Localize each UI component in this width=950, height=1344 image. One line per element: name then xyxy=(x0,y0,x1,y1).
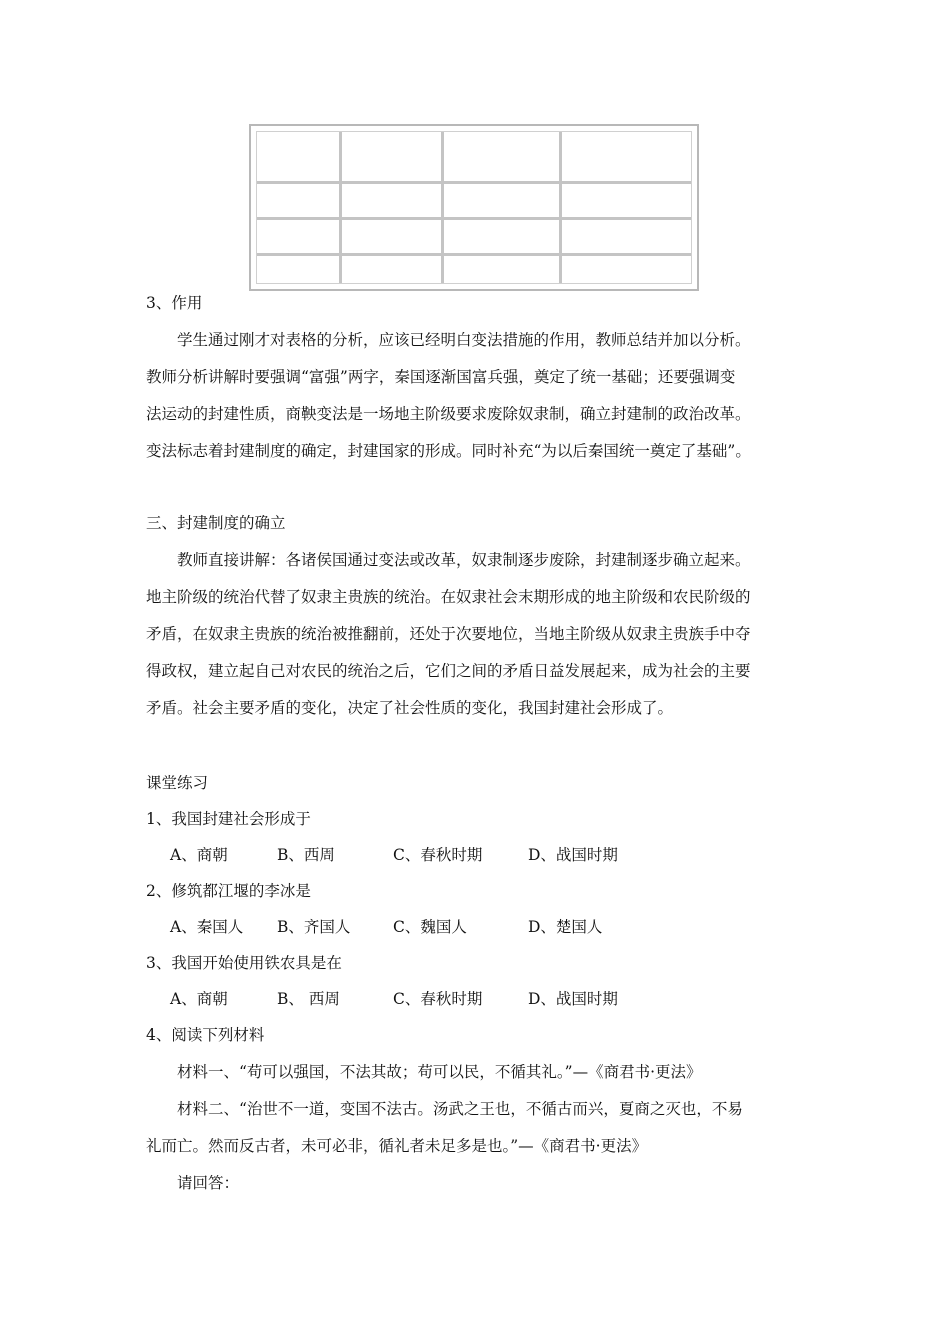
paragraph-line: 法运动的封建性质，商鞅变法是一场地主阶级要求废除奴隶制，确立封建制的政治改革。 xyxy=(146,405,751,423)
paragraph-line: 矛盾，在奴隶主贵族的统治被推翻前，还处于次要地位，当地主阶级从奴隶主贵族手中夺 xyxy=(146,625,751,643)
question-3-option-d: D、战国时期 xyxy=(528,990,618,1008)
paragraph-line: 变法标志着封建制度的确定，封建国家的形成。同时补充“为以后秦国统一奠定了基础”。 xyxy=(146,442,751,460)
table-inner-border xyxy=(256,131,692,284)
question-1: 1、我国封建社会形成于 xyxy=(146,810,311,828)
question-3-option-a: A、商朝 xyxy=(170,990,228,1008)
table-row-divider xyxy=(257,253,691,256)
table-row-divider xyxy=(257,181,691,184)
question-1-option-d: D、战国时期 xyxy=(528,846,618,864)
exercise-heading: 课堂练习 xyxy=(146,774,209,792)
empty-table xyxy=(249,124,699,291)
paragraph-line: 得政权，建立起自己对农民的统治之后，它们之间的矛盾日益发展起来，成为社会的主要 xyxy=(146,662,751,680)
table-col-divider xyxy=(339,132,342,283)
question-1-option-c: C、春秋时期 xyxy=(393,846,483,864)
table-row-divider xyxy=(257,217,691,220)
question-1-option-b: B、西周 xyxy=(277,846,335,864)
paragraph-line: 学生通过刚才对表格的分析，应该已经明白变法措施的作用，教师总结并加以分析。 xyxy=(177,331,751,349)
question-1-option-a: A、商朝 xyxy=(170,846,228,864)
question-2-option-c: C、魏国人 xyxy=(393,918,467,936)
question-4: 4、阅读下列材料 xyxy=(146,1026,265,1044)
section-heading-effect: 3、作用 xyxy=(146,294,203,312)
question-3-option-b: B、 西周 xyxy=(277,990,340,1008)
question-3: 3、我国开始使用铁农具是在 xyxy=(146,954,342,972)
section-heading-feudal: 三、封建制度的确立 xyxy=(146,514,286,532)
table-col-divider xyxy=(559,132,562,283)
question-2: 2、修筑都江堰的李冰是 xyxy=(146,882,311,900)
paragraph-line: 教师分析讲解时要强调“富强”两字，秦国逐渐国富兵强，奠定了统一基础；还要强调变 xyxy=(146,368,736,386)
material-2-line-1: 材料二、“治世不一道，变国不法古。汤武之王也，不循古而兴，夏商之灭也，不易 xyxy=(177,1100,743,1118)
paragraph-line: 地主阶级的统治代替了奴隶主贵族的统治。在奴隶社会末期形成的地主阶级和农民阶级的 xyxy=(146,588,751,606)
question-3-option-c: C、春秋时期 xyxy=(393,990,483,1008)
answer-prompt: 请回答： xyxy=(177,1174,240,1192)
question-2-option-a: A、秦国人 xyxy=(170,918,244,936)
question-2-option-b: B、齐国人 xyxy=(277,918,351,936)
paragraph-line: 矛盾。社会主要矛盾的变化，决定了社会性质的变化，我国封建社会形成了。 xyxy=(146,699,674,717)
question-2-option-d: D、楚国人 xyxy=(528,918,603,936)
table-col-divider xyxy=(441,132,444,283)
material-2-line-2: 礼而亡。然而反古者，未可必非，循礼者未足多是也。”—《商君书·更法》 xyxy=(146,1137,648,1155)
material-1: 材料一、“苟可以强国，不法其故；苟可以民，不循其礼。”—《商君书·更法》 xyxy=(177,1063,702,1081)
paragraph-line: 教师直接讲解：各诸侯国通过变法或改革，奴隶制逐步废除，封建制逐步确立起来。 xyxy=(177,551,751,569)
